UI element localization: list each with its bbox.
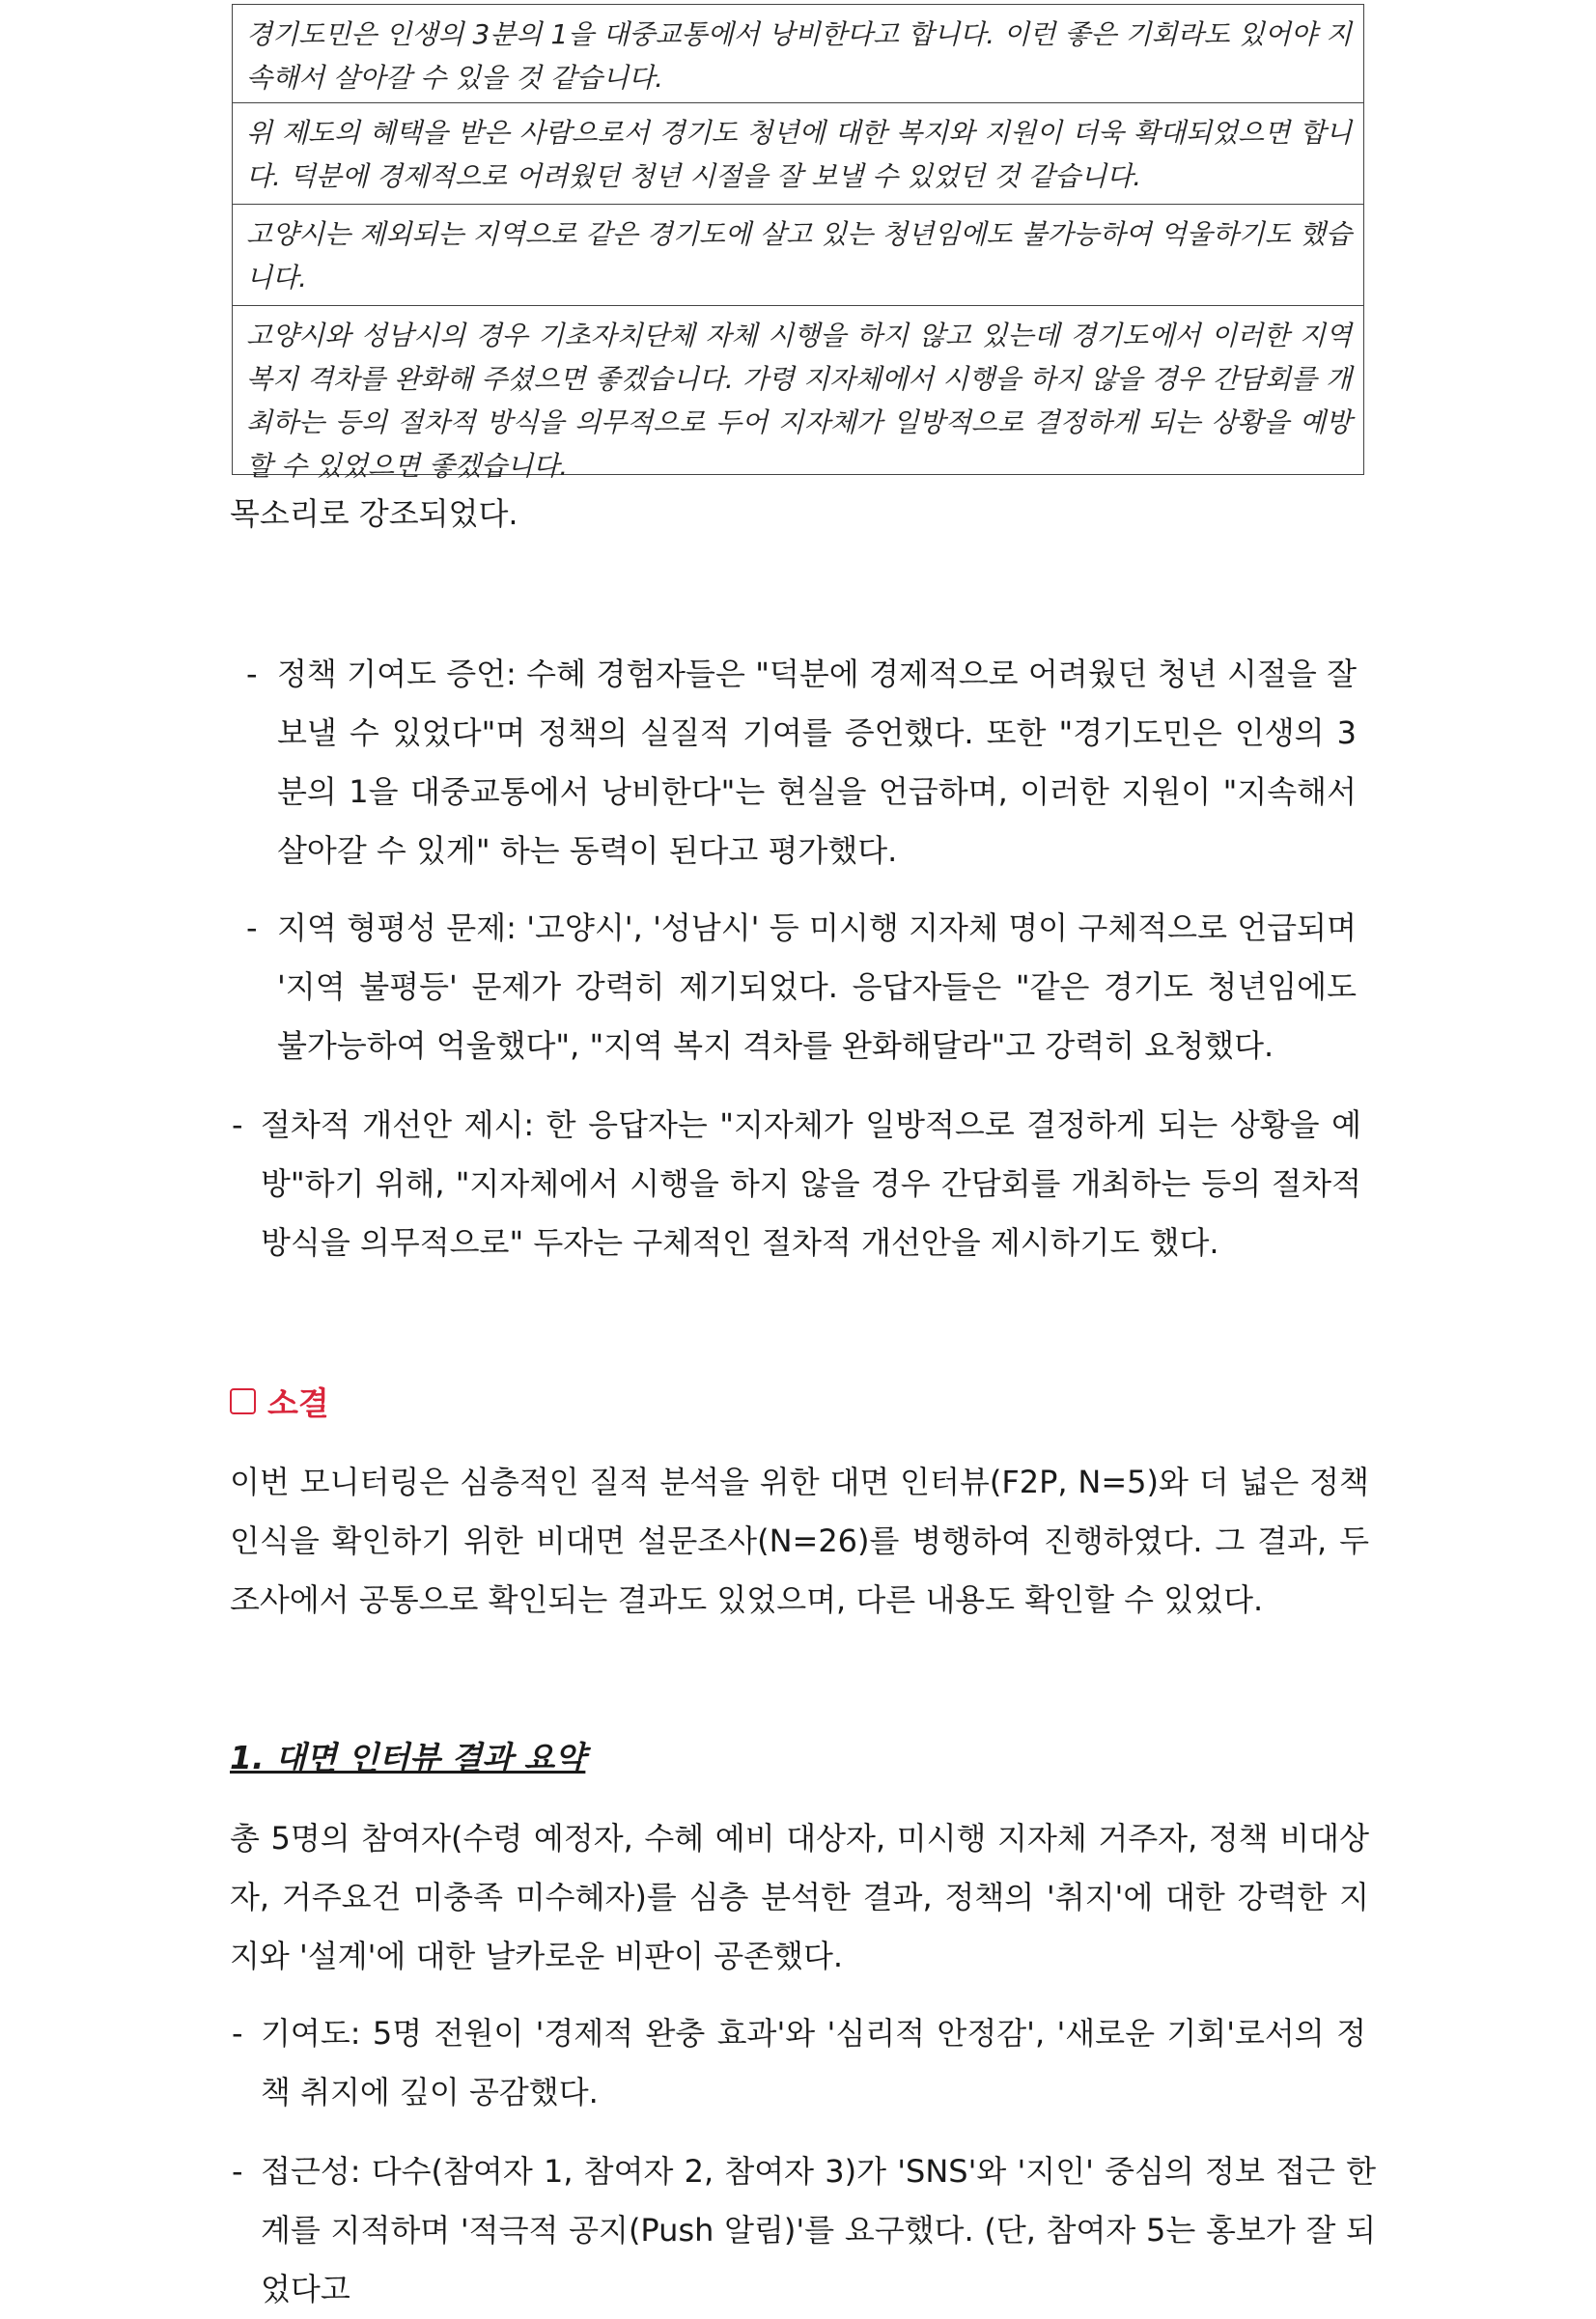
checkbox-icon	[230, 1388, 256, 1414]
bullet-text: 기여도: 5명 전원이 '경제적 완충 효과'와 '심리적 안정감', '새로운 기회'로서의 정책 취지에 깊이 공감했다.	[261, 2015, 1366, 2110]
bullet-text: 지역 형평성 문제: '고양시', '성남시' 등 미시행 지자체 명이 구체적으로 언급되며 '지역 불평등' 문제가 강력히 제기되었다. 응답자들은 "같은 경기도 청년임에도 불가능하여 억울했다", "지역 복지 격차를 완화해달라"고 강력히 요청했다.	[277, 909, 1357, 1064]
bullet-dash: -	[246, 656, 258, 692]
bullet-dash: -	[232, 1106, 243, 1143]
bullet-text: 절차적 개선안 제시: 한 응답자는 "지자체가 일방적으로 결정하게 되는 상황을 예방"하기 위해, "지자체에서 시행을 하지 않을 경우 간담회를 개최하는 등의 절차적 방식을 의무적으로" 두자는 구체적인 절차적 개선안을 제시하기도 했다.	[261, 1106, 1361, 1261]
bullet-item	[232, 1096, 1361, 1272]
bullet-dash: -	[232, 2153, 243, 2190]
closing-line: 목소리로 강조되었다.	[230, 495, 518, 532]
bullet-item	[246, 645, 1357, 880]
quote-row: 경기도민은 인생의 3분의 1을 대중교통에서 낭비한다고 합니다. 이런 좋은 기회라도 있어야 지속해서 살아갈 수 있을 것 같습니다.	[246, 18, 1352, 94]
subsection-title: 1. 대면 인터뷰 결과 요약	[230, 1739, 586, 1776]
quote-table	[232, 4, 1364, 482]
bullet-dash: -	[232, 2015, 243, 2052]
bullet-item	[246, 899, 1357, 1076]
section-title: 소결	[267, 1384, 329, 1422]
quote-row: 고양시는 제외되는 지역으로 같은 경기도에 살고 있는 청년임에도 불가능하여 억울하기도 했습니다.	[233, 204, 1363, 305]
quote-row: 위 제도의 혜택을 받은 사람으로서 경기도 청년에 대한 복지와 지원이 더욱 확대되었으면 합니다. 덕분에 경제적으로 어려웠던 청년 시절을 잘 보낼 수 있었던 것 같습니다.	[233, 102, 1363, 204]
interview-paragraph: 총 5명의 참여자(수령 예정자, 수혜 예비 대상자, 미시행 지자체 거주자, 정책 비대상자, 거주요건 미충족 미수혜자)를 심층 분석한 결과, 정책의 '취지'에 대한 강력한 지지와 '설계'에 대한 날카로운 비판이 공존했다.	[230, 1820, 1369, 1974]
bullet-text: 접근성: 다수(참여자 1, 참여자 2, 참여자 3)가 'SNS'와 '지인' 중심의 정보 접근 한계를 지적하며 '적극적 공지(Push 알림)'를 요구했다. (단, 참여자 5는 홍보가 잘 되었다고	[261, 2153, 1376, 2307]
bullet-dash: -	[246, 909, 258, 946]
bullet-item	[232, 2142, 1376, 2319]
quote-row: 고양시와 성남시의 경우 기초자치단체 자체 시행을 하지 않고 있는데 경기도에서 이러한 지역 복지 격차를 완화해 주셨으면 좋겠습니다. 가령 지자체에서 시행을 하지 않을 경우 간담회를 개최하는 등의 절차적 방식을 의무적으로 두어 지자체가 일방적으로 결정하게 되는 상황을 예방할 수 있었으면 좋겠습니다.	[233, 305, 1363, 474]
section-heading	[230, 1379, 329, 1424]
bullet-item	[232, 2004, 1366, 2122]
summary-paragraph: 이번 모니터링은 심층적인 질적 분석을 위한 대면 인터뷰(F2P, N=5)와 더 넓은 정책 인식을 확인하기 위한 비대면 설문조사(N=26)를 병행하여 진행하였다. 그 결과, 두 조사에서 공통으로 확인되는 결과도 있었으며, 다른 내용도 확인할 수 있었다.	[230, 1464, 1369, 1618]
bullet-text: 정책 기여도 증언: 수혜 경험자들은 "덕분에 경제적으로 어려웠던 청년 시절을 잘 보낼 수 있었다"며 정책의 실질적 기여를 증언했다. 또한 "경기도민은 인생의 3분의 1을 대중교통에서 낭비한다"는 현실을 언급하며, 이러한 지원이 "지속해서 살아갈 수 있게" 하는 동력이 된다고 평가했다.	[277, 656, 1357, 869]
